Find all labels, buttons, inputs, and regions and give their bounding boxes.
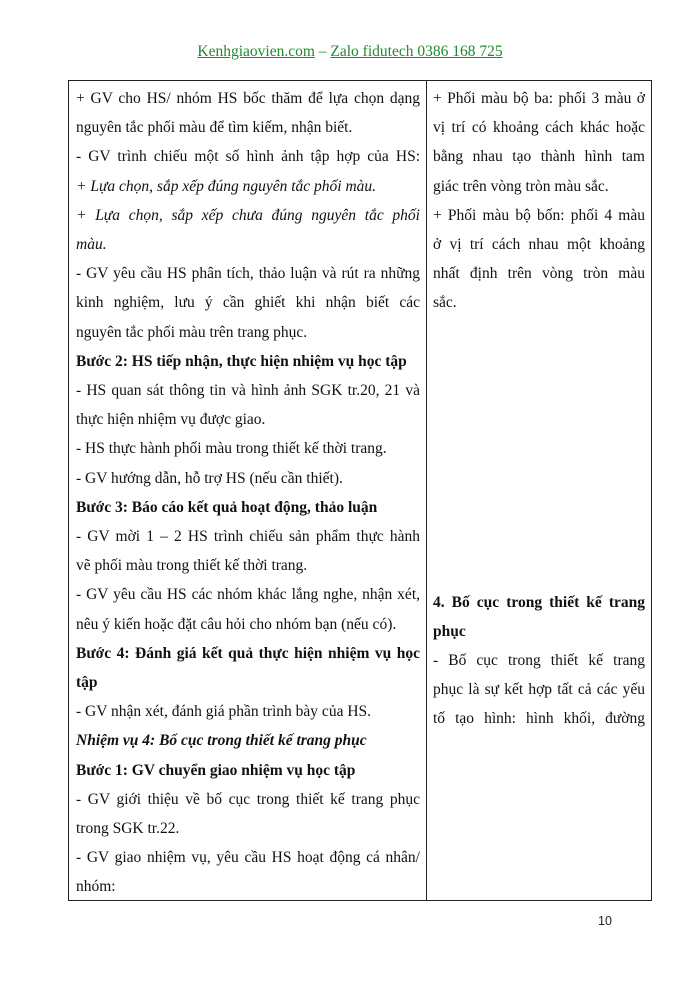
column-spacer (433, 318, 645, 588)
text-line: - GV yêu cầu HS phân tích, thảo luận và rút ra những (76, 265, 420, 283)
header-site-link[interactable]: Kenhgiaovien.com (197, 43, 315, 60)
text-line: - GV giới thiệu về bố cục trong thiết kế trang phục (76, 790, 420, 808)
header-separator: – (314, 43, 331, 60)
page-header (0, 42, 700, 62)
text-line: phục là sự kết hợp tất cả các yếu (433, 681, 645, 699)
page-number: 10 (598, 914, 612, 928)
step-heading: tập (76, 674, 98, 692)
section-heading: 4. Bố cục trong thiết kế trang (433, 593, 645, 611)
text-line: kinh nghiệm, lưu ý cần ghiết khi nhận biết các (76, 294, 420, 312)
text-line: vị trí có khoảng cách khác hoặc (433, 119, 645, 137)
text-line: + GV cho HS/ nhóm HS bốc thăm để lựa chọn dạng (76, 90, 420, 107)
text-line: sắc. (433, 294, 457, 312)
text-line: bằng nhau tạo thành hình tam (433, 148, 645, 166)
step-heading: Bước 3: Báo cáo kết quả hoạt động, thảo luận (76, 498, 378, 516)
text-line: nguyên tắc phối màu để tìm kiếm, nhận biết. (76, 119, 353, 137)
text-line: màu. (76, 236, 107, 254)
text-line: + Phối màu bộ ba: phối 3 màu ở (433, 90, 645, 107)
task-heading: Nhiệm vụ 4: Bố cục trong thiết kế trang phục (76, 732, 367, 750)
teacher-student-activities-column (69, 81, 427, 900)
text-line: nhóm: (76, 878, 116, 896)
text-line: thực hiện nhiệm vụ được giao. (76, 411, 266, 429)
text-line: nguyên tắc phối màu trên trang phục. (76, 323, 308, 341)
text-line: - GV nhận xét, đánh giá phần trình bày của HS. (76, 703, 372, 721)
header-contact-link[interactable]: Zalo fidutech 0386 168 725 (330, 43, 503, 60)
text-line: tố tạo hình: hình khối, đường (433, 710, 645, 728)
text-line: vẽ phối màu trong thiết kế thời trang. (76, 557, 308, 575)
step-heading: Bước 2: HS tiếp nhận, thực hiện nhiệm vụ học tập (76, 352, 407, 370)
text-line: trong SGK tr.22. (76, 820, 180, 838)
text-line: nêu ý kiến hoặc đặt câu hỏi cho nhóm bạn (nếu có). (76, 615, 397, 633)
text-line: - GV mời 1 – 2 HS trình chiếu sản phẩm thực hành (76, 528, 420, 546)
text-line: giác trên vòng tròn màu sắc. (433, 177, 609, 195)
text-line: + Phối màu bộ bốn: phối 4 màu (433, 206, 645, 224)
text-line: - HS thực hành phối màu trong thiết kế thời trang. (76, 440, 387, 458)
text-line: ở vị trí cách nhau một khoảng (433, 236, 645, 254)
text-line: - Bố cục trong thiết kế trang (433, 652, 645, 670)
text-line: nhất định trên vòng tròn màu (433, 265, 645, 283)
text-line: - GV trình chiếu một số hình ảnh tập hợp của HS: (76, 148, 420, 166)
text-line: + Lựa chọn, sắp xếp đúng nguyên tắc phối màu. (76, 177, 377, 195)
step-heading: Bước 4: Đánh giá kết quả thực hiện nhiệm vụ học (76, 644, 420, 662)
text-line: - GV yêu cầu HS các nhóm khác lắng nghe, nhận xét, (76, 586, 420, 604)
text-line: - GV hướng dẫn, hỗ trợ HS (nếu cần thiết). (76, 469, 343, 487)
step-heading: Bước 1: GV chuyển giao nhiệm vụ học tập (76, 761, 356, 779)
lesson-table (68, 80, 652, 901)
text-line: - GV giao nhiệm vụ, yêu cầu HS hoạt động cá nhân/ (76, 849, 420, 867)
section-heading: phục (433, 622, 466, 640)
text-line: + Lựa chọn, sắp xếp chưa đúng nguyên tắc phối (76, 206, 420, 224)
expected-products-column (427, 81, 651, 900)
text-line: - HS quan sát thông tin và hình ảnh SGK tr.20, 21 và (76, 382, 420, 400)
